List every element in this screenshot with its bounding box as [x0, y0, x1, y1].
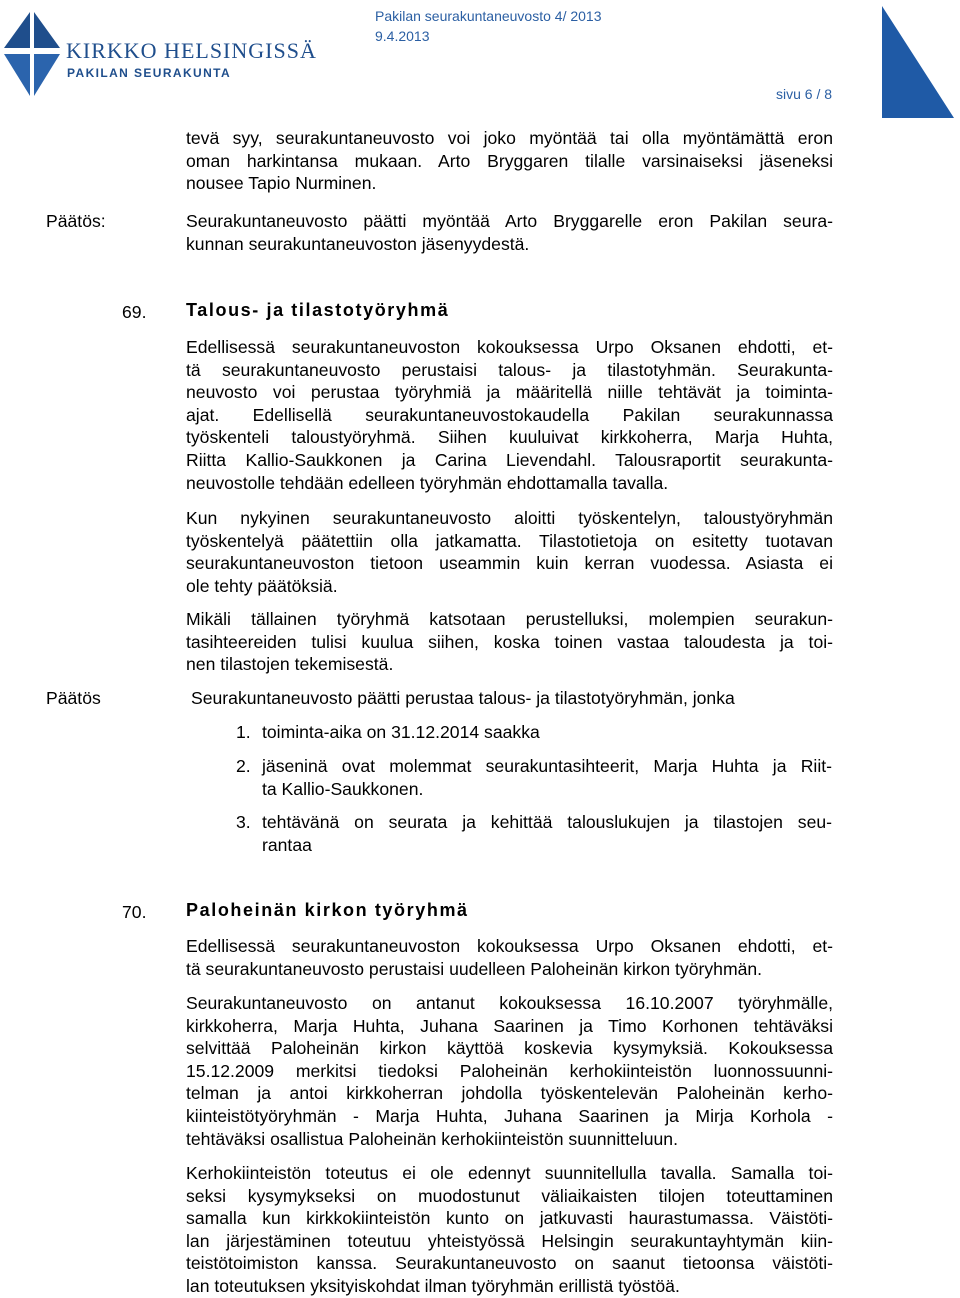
- document-date: 9.4.2013: [375, 28, 430, 44]
- section-70-paragraph-2: Seurakuntaneuvosto on antanut kokouksessa 16.10.2007 työryhmälle, kirkkoherra, Marja Huhta, Juhana Saarinen ja Timo Korhonen tehtäväksi selvittää Paloheinän kirkon käyttöä koskevia kysymyksiä. Kokouksessa 15.12.2009 merkitsi tiedoksi Paloheinän kerhokiinteistön luonnossuunni- telman ja antoi kirkkoherran johdolla työskentelevän Paloheinän kerho- kiinteistötyöryhmän - Marja Huhta, Juhana Saarinen ja Mirja Korhola - tehtäväksi osallistua Paloheinän kerhokiinteistön suunnitteluun.: [186, 993, 833, 1149]
- list-item: toiminta-aika on 31.12.2014 saakka: [262, 722, 540, 742]
- section-69-paragraph-2: Kun nykyinen seurakuntaneuvosto aloitti työskentelyn, taloustyöryhmän työskentelyä päätettiin olla jatkamatta. Tilastotietoja on esitetty tuotavan seurakuntaneuvoston tietoon useammin kuin kerran vuodessa. Asiasta ei ole tehty päätöksiä.: [186, 508, 833, 596]
- page-number: sivu 6 / 8: [776, 86, 833, 102]
- list-item: tehtävänä on seurata ja kehittää talouslukujen ja tilastojen seu- rantaa: [262, 812, 832, 855]
- decision-text: Seurakuntaneuvosto päätti perustaa talous- ja tilastotyöryhmän, jonka: [191, 688, 735, 708]
- section-number: 69.: [122, 302, 147, 322]
- list-item-number: 2.: [236, 756, 251, 776]
- decision-label: Päätös:: [46, 211, 106, 231]
- corner-triangle-icon: [876, 0, 960, 122]
- org-subname: PAKILAN SEURAKUNTA: [67, 66, 232, 80]
- org-name: KIRKKO HELSINGISSÄ: [66, 38, 317, 63]
- section-69-paragraph-3: Mikäli tällainen työryhmä katsotaan perustelluksi, molempien seurakun- tasihteereiden tulisi kuulua siihen, koska toinen vastaa taloudesta ja toi- nen tilastojen tekemisestä.: [186, 609, 833, 675]
- section-title: Paloheinän kirkon työryhmä: [186, 900, 469, 920]
- section-number: 70.: [122, 902, 147, 922]
- continuation-paragraph: tevä syy, seurakuntaneuvosto voi joko myöntää tai olla myöntämättä eron oman harkintansa mukaan. Arto Bryggaren tilalle varsinaiseksi jäseneksi nousee Tapio Nurminen.: [186, 128, 833, 194]
- document-title: Pakilan seurakuntaneuvosto 4/ 2013: [375, 8, 602, 24]
- list-item-number: 3.: [236, 812, 251, 832]
- list-item: jäseninä ovat molemmat seurakuntasihteerit, Marja Huhta ja Riit- ta Kallio-Saukkonen.: [262, 756, 832, 799]
- section-69-paragraph-1: Edellisessä seurakuntaneuvoston kokouksessa Urpo Oksanen ehdotti, et- tä seurakuntaneuvosto perustaisi talous- ja tilastotyhmän. Seurakunta- neuvosto voi perustaa työryhmiä ja määritellä niille tehtävät ja toiminta- ajat. Edellisellä seurakuntaneuvostokaudella Pakilan seurakunnassa työskenteli taloustyöryhmä. Siihen kuuluivat kirkkoherra, Marja Huhta, Riitta Kallio-Saukkonen ja Carina Lievendahl. Talousraportit seurakunta- neuvostolle tehdään edelleen työryhmän ehdottamalla tavalla.: [186, 337, 833, 493]
- list-item-number: 1.: [236, 722, 251, 742]
- section-70-paragraph-3: Kerhokiinteistön toteutus ei ole edennyt suunnitellulla tavalla. Samalla toi- seksi kysymykseksi on muodostunut väliaikaisten tilojen toteuttaminen samalla kun kirkkokiinteistön kunto on jatkuvasti haurastumassa. Väistöti- lan järjestäminen toteutuu yhteistyössä Helsingin seurakuntayhtymän kiin- teistötoimiston kanssa. Seurakuntaneuvosto on saanut tietoonsa väistöti- lan toteutuksen yksityiskohdat ilman työryhmän erillistä työstöä.: [186, 1163, 833, 1296]
- section-title: Talous- ja tilastotyöryhmä: [186, 300, 450, 320]
- decision-label: Päätös: [46, 688, 101, 708]
- section-70-paragraph-1: Edellisessä seurakuntaneuvoston kokouksessa Urpo Oksanen ehdotti, et- tä seurakuntaneuvosto perustaisi uudelleen Paloheinän kirkon työryhmän.: [186, 936, 833, 979]
- decision-text: Seurakuntaneuvosto päätti myöntää Arto Bryggarelle eron Pakilan seura- kunnan seurakuntaneuvoston jäsenyydestä.: [186, 211, 833, 254]
